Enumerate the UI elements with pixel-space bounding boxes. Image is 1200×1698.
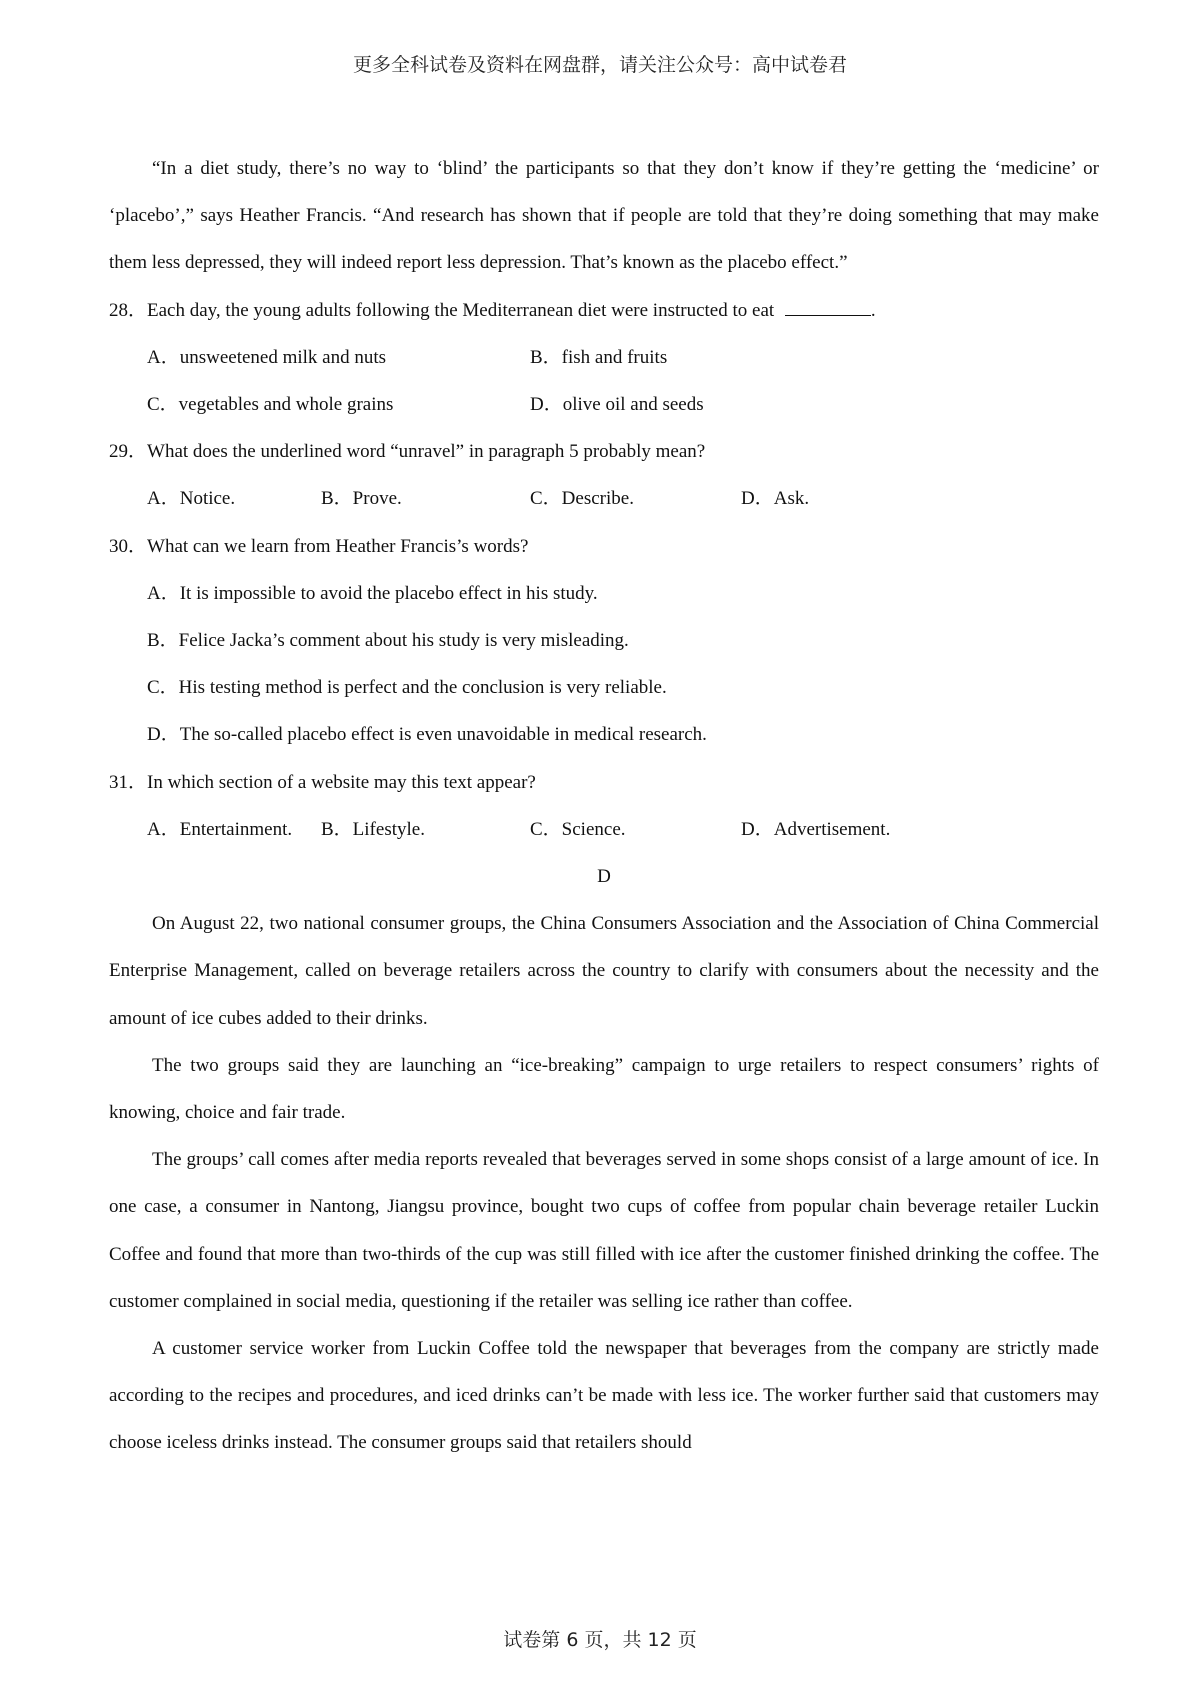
section-label: D xyxy=(597,865,611,887)
question-number: 29． xyxy=(109,441,148,463)
page-footer: 试卷第 6 页，共 12 页 xyxy=(503,1629,697,1651)
option-b: B．Felice Jacka’s comment about his study is very misleading. xyxy=(147,629,629,651)
question-31 xyxy=(109,759,1099,806)
options-row xyxy=(109,334,1099,381)
option-d: D．Advertisement. xyxy=(741,818,891,840)
option-d: D．The so-called placebo effect is even unavoidable in medical research. xyxy=(147,724,707,746)
question-stem: In which section of a website may this text appear? xyxy=(147,771,536,793)
question-number: 31． xyxy=(109,771,148,793)
question-29 xyxy=(109,428,1099,475)
answer-blank xyxy=(785,299,871,316)
options-row xyxy=(109,475,1099,522)
passage-paragraph: The groups’ call comes after media reports revealed that beverages served in some shops consist of a large amount of ice. In one case, a consumer in Nantong, Jiangsu province, bought two cups of coffee from popular chain beverage retailer Luckin Coffee and found that more than two-thirds of the cup was still filled with ice after the customer finished drinking the coffee. The customer complained in social media, questioning if the retailer was selling ice rather than coffee. xyxy=(109,1149,1099,1312)
option-d: D．olive oil and seeds xyxy=(530,394,704,415)
question-number: 30． xyxy=(109,535,148,557)
option-b: B．fish and fruits xyxy=(530,346,668,368)
page-content xyxy=(109,145,1099,1467)
question-stem: What can we learn from Heather Francis’s words? xyxy=(147,535,529,557)
options-row xyxy=(109,381,1099,428)
option-c: C．Science. xyxy=(530,818,626,840)
option-b: B．Lifestyle. xyxy=(321,818,425,840)
page-header: 更多全科试卷及资料在网盘群，请关注公众号：高中试卷君 xyxy=(352,54,847,76)
options-row xyxy=(109,806,1099,853)
option-a: A．It is impossible to avoid the placebo effect in his study. xyxy=(147,582,598,604)
option-c: C．His testing method is perfect and the conclusion is very reliable. xyxy=(147,677,667,699)
intro-paragraph: “In a diet study, there’s no way to ‘blind’ the participants so that they don’t know if they’re getting the ‘medicine’ or ‘placebo’,” says Heather Francis. “And research has shown that if people are told that they’re doing something that may make them less depressed, they will indeed report less depression. That’s known as the placebo effect.” xyxy=(109,158,1099,274)
passage-paragraph: On August 22, two national consumer groups, the China Consumers Association and the Association of China Commercial Enterprise Management, called on beverage retailers across the country to clarify with consumers about the necessity and the amount of ice cubes added to their drinks. xyxy=(109,913,1099,1029)
question-30 xyxy=(109,523,1099,570)
option-a: A．Entertainment. xyxy=(147,818,293,840)
question-stem: What does the underlined word “unravel” in paragraph 5 probably mean? xyxy=(147,441,706,463)
passage-paragraph: A customer service worker from Luckin Coffee told the newspaper that beverages from the company are strictly made according to the recipes and procedures, and iced drinks can’t be made with less ice. The worker further said that customers may choose iceless drinks instead. The consumer groups said that retailers should xyxy=(109,1338,1099,1454)
question-stem-end: . xyxy=(870,299,876,321)
option-a: A．Notice. xyxy=(147,488,236,510)
option-c: C．Describe. xyxy=(530,488,634,510)
passage-paragraph: The two groups said they are launching an “ice-breaking” campaign to urge retailers to respect consumers’ rights of knowing, choice and fair trade. xyxy=(109,1054,1099,1123)
option-d: D．Ask. xyxy=(741,488,810,510)
option-a: A．unsweetened milk and nuts xyxy=(147,346,387,368)
question-28 xyxy=(109,287,1099,334)
option-c: C．vegetables and whole grains xyxy=(147,394,394,415)
question-stem: Each day, the young adults following the Mediterranean diet were instructed to eat xyxy=(147,299,775,321)
question-number: 28． xyxy=(109,299,148,321)
option-b: B．Prove. xyxy=(321,488,402,510)
